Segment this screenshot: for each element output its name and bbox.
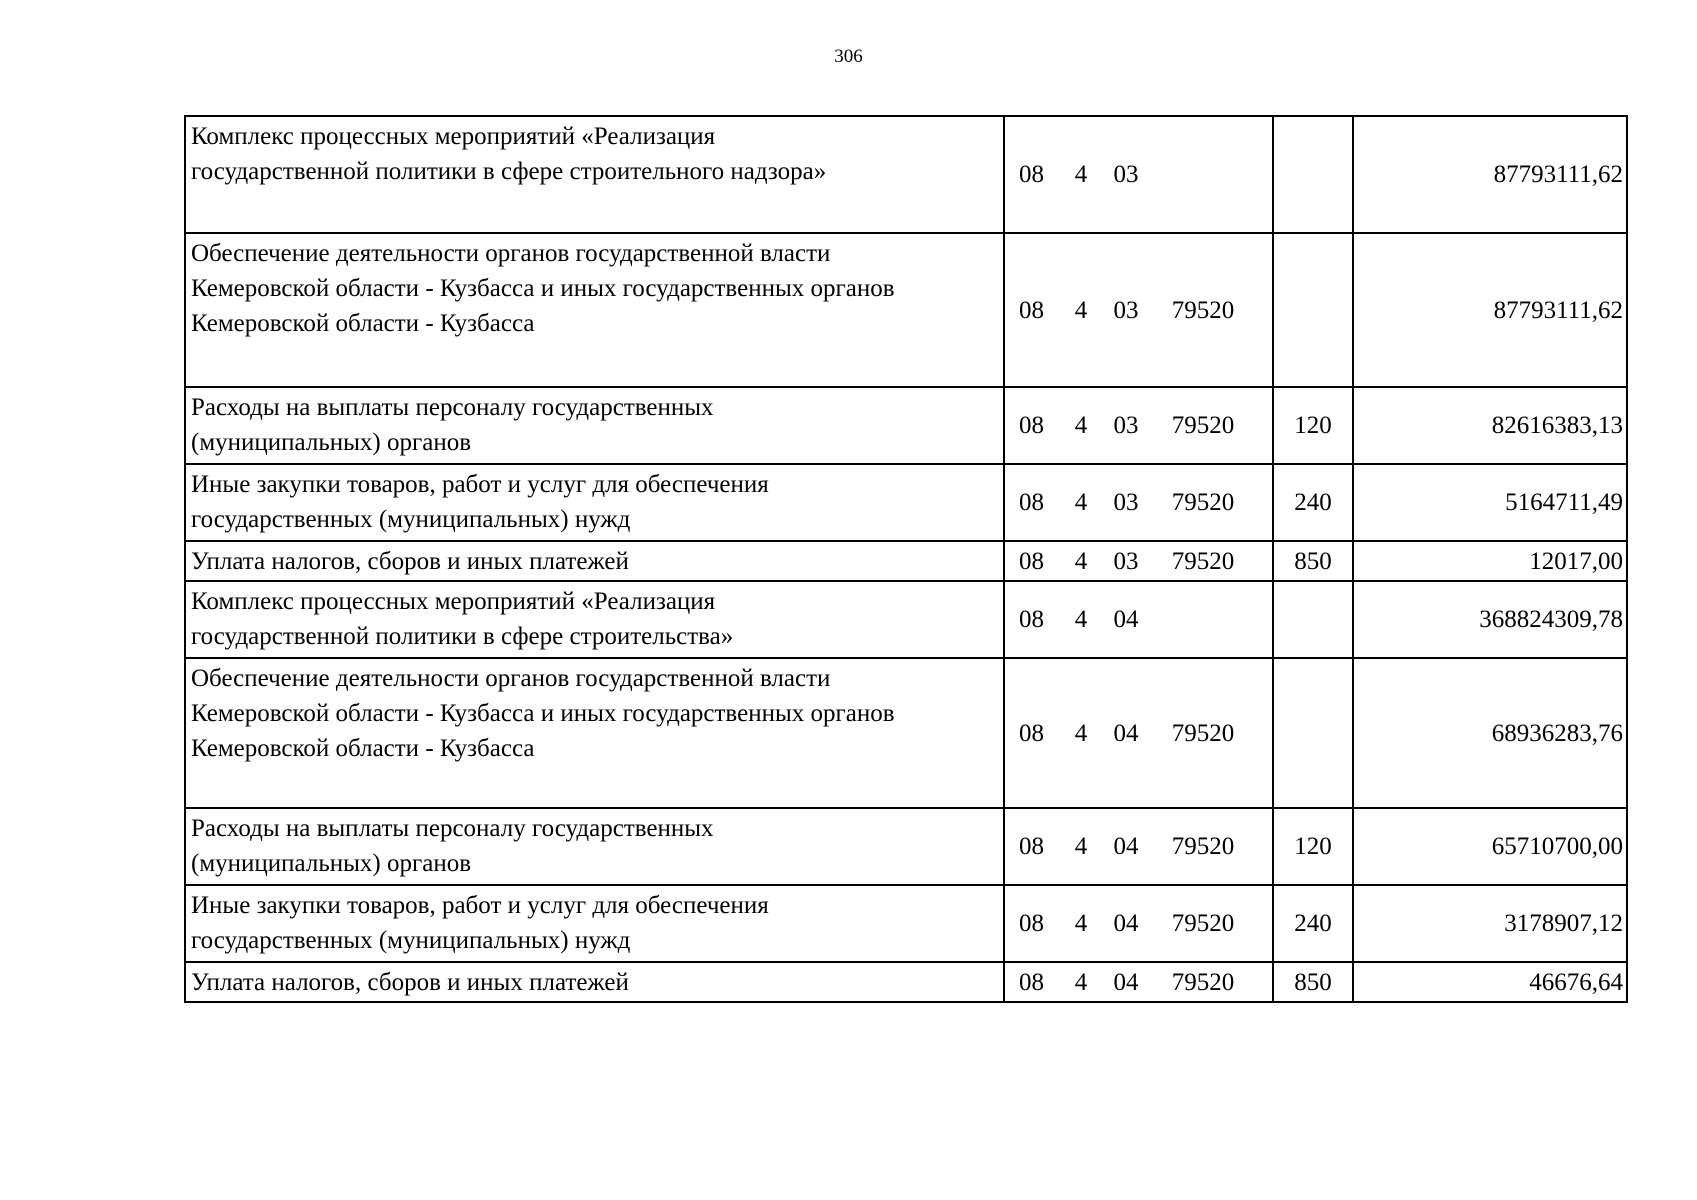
- code-type: 4: [1074, 833, 1088, 860]
- code-program: 08: [1019, 910, 1044, 937]
- code-type: 4: [1074, 412, 1088, 439]
- amount-cell: 3178907,12: [1353, 885, 1627, 962]
- code-subprogram: 03: [1113, 547, 1139, 575]
- code-cell: [1004, 658, 1273, 808]
- row-name: Обеспечение деятельности органов государственной власти Кемеровской области - Кузбасса и иных государственных органов Кемеровской области - Кузбасса: [185, 233, 1004, 387]
- expense-type-cell: 850: [1273, 541, 1353, 581]
- code-subprogram: 03: [1113, 161, 1139, 188]
- code-direction: 79520: [1171, 910, 1235, 937]
- budget-table-body: [185, 116, 1627, 1002]
- table-row: [185, 116, 1627, 233]
- code-type: 4: [1074, 547, 1088, 575]
- code-type: 4: [1074, 968, 1088, 996]
- row-name: Уплата налогов, сборов и иных платежей: [185, 541, 1004, 581]
- row-name: Расходы на выплаты персоналу государственных (муниципальных) органов: [185, 808, 1004, 885]
- expense-type-cell: [1273, 116, 1353, 233]
- code-direction: 79520: [1171, 296, 1235, 324]
- row-name: Комплекс процессных мероприятий «Реализация государственной политики в сфере строительного надзора»: [185, 116, 1004, 233]
- code-cell: [1004, 541, 1273, 581]
- code-type: 4: [1074, 161, 1088, 188]
- code-program: 08: [1019, 968, 1044, 996]
- code-program: 08: [1019, 161, 1044, 188]
- code-direction: 79520: [1171, 412, 1235, 439]
- code-direction: 79520: [1171, 968, 1235, 996]
- code-program: 08: [1019, 547, 1044, 575]
- expense-type-cell: 240: [1273, 885, 1353, 962]
- expense-type-cell: [1273, 581, 1353, 658]
- code-cell: [1004, 387, 1273, 464]
- code-cell: [1004, 464, 1273, 541]
- code-cell: [1004, 116, 1273, 233]
- code-cell: [1004, 581, 1273, 658]
- row-name: Иные закупки товаров, работ и услуг для обеспечения государственных (муниципальных) нужд: [185, 464, 1004, 541]
- row-name: Расходы на выплаты персоналу государственных (муниципальных) органов: [185, 387, 1004, 464]
- code-cell: [1004, 962, 1273, 1002]
- code-subprogram: 04: [1113, 968, 1139, 996]
- row-name: Иные закупки товаров, работ и услуг для обеспечения государственных (муниципальных) нужд: [185, 885, 1004, 962]
- budget-table: [184, 115, 1628, 1003]
- row-name: Уплата налогов, сборов и иных платежей: [185, 962, 1004, 1002]
- amount-cell: 368824309,78: [1353, 581, 1627, 658]
- amount-cell: 87793111,62: [1353, 233, 1627, 387]
- code-subprogram: 03: [1113, 489, 1139, 516]
- expense-type-cell: 120: [1273, 387, 1353, 464]
- code-cell: [1004, 885, 1273, 962]
- code-program: 08: [1019, 833, 1044, 860]
- code-direction: 79520: [1171, 833, 1235, 860]
- amount-cell: 82616383,13: [1353, 387, 1627, 464]
- table-row: [185, 885, 1627, 962]
- expense-type-cell: 240: [1273, 464, 1353, 541]
- code-cell: [1004, 808, 1273, 885]
- table-row: [185, 808, 1627, 885]
- expense-type-cell: [1273, 233, 1353, 387]
- code-program: 08: [1019, 606, 1044, 633]
- code-program: 08: [1019, 489, 1044, 516]
- amount-cell: 87793111,62: [1353, 116, 1627, 233]
- code-subprogram: 03: [1113, 412, 1139, 439]
- code-type: 4: [1074, 296, 1088, 324]
- code-subprogram: 04: [1113, 910, 1139, 937]
- code-subprogram: 03: [1113, 296, 1139, 324]
- table-row: [185, 962, 1627, 1002]
- table-row: [185, 387, 1627, 464]
- code-program: 08: [1019, 412, 1044, 439]
- page-number: 306: [834, 46, 863, 67]
- expense-type-cell: 850: [1273, 962, 1353, 1002]
- code-direction: 79520: [1171, 547, 1235, 575]
- code-direction: 79520: [1171, 719, 1235, 747]
- code-type: 4: [1074, 910, 1088, 937]
- expense-type-cell: 120: [1273, 808, 1353, 885]
- row-name: Обеспечение деятельности органов государственной власти Кемеровской области - Кузбасса и иных государственных органов Кемеровской области - Кузбасса: [185, 658, 1004, 808]
- amount-cell: 12017,00: [1353, 541, 1627, 581]
- code-direction: 79520: [1171, 489, 1235, 516]
- table-row: [185, 658, 1627, 808]
- amount-cell: 5164711,49: [1353, 464, 1627, 541]
- code-type: 4: [1074, 606, 1088, 633]
- code-subprogram: 04: [1113, 606, 1139, 633]
- amount-cell: 65710700,00: [1353, 808, 1627, 885]
- table-row: [185, 541, 1627, 581]
- table-row: [185, 464, 1627, 541]
- code-type: 4: [1074, 489, 1088, 516]
- code-type: 4: [1074, 719, 1088, 747]
- table-row: [185, 581, 1627, 658]
- code-program: 08: [1019, 719, 1044, 747]
- code-subprogram: 04: [1113, 719, 1139, 747]
- row-name: Комплекс процессных мероприятий «Реализация государственной политики в сфере строительства»: [185, 581, 1004, 658]
- code-subprogram: 04: [1113, 833, 1139, 860]
- code-program: 08: [1019, 296, 1044, 324]
- code-cell: [1004, 233, 1273, 387]
- expense-type-cell: [1273, 658, 1353, 808]
- amount-cell: 46676,64: [1353, 962, 1627, 1002]
- amount-cell: 68936283,76: [1353, 658, 1627, 808]
- table-row: [185, 233, 1627, 387]
